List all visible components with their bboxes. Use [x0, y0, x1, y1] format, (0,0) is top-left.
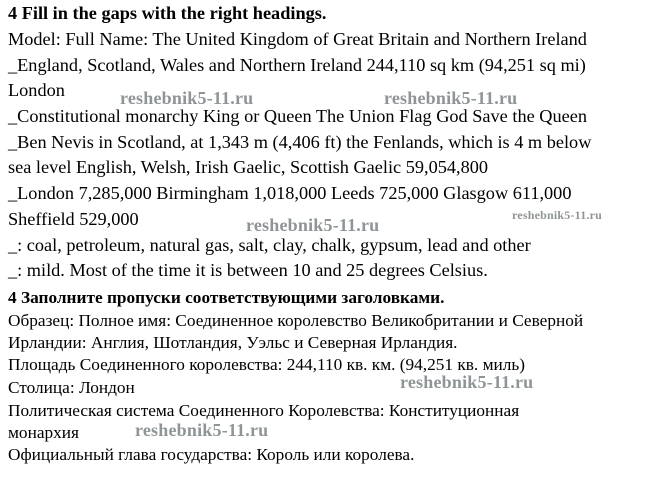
text-line: Sheffield 529,000 — [8, 209, 139, 229]
text-line: sea level English, Welsh, Irish Gaelic, Scottish Gaelic 59,054,800 — [8, 157, 489, 177]
text-line: London — [8, 80, 65, 100]
text-line: _London 7,285,000 Birmingham 1,018,000 Leeds 725,000 Glasgow 611,000 — [8, 183, 572, 203]
text-line: _: mild. Most of the time it is between 10 and 25 degrees Celsius. — [8, 260, 488, 280]
russian-heading: 4 Заполните пропуски соответствующими заголовками. — [8, 288, 445, 307]
text-line: Ирландии: Англия, Шотландия, Уэльс и Северная Ирландия. — [8, 333, 458, 352]
watermark-text: reshebnik5-11.ru — [512, 208, 602, 222]
text-line: _England, Scotland, Wales and Northern Ireland 244,110 sq km (94,251 sq mi) — [8, 55, 586, 75]
text-line: Политическая система Соединенного Королевства: Конституционная — [8, 401, 520, 420]
text-line: Официальный глава государства: Король или королева. — [8, 445, 415, 464]
watermark-text: reshebnik5-11.ru — [135, 420, 269, 440]
text-line: _Constitutional monarchy King or Queen The Union Flag God Save the Queen — [8, 106, 587, 126]
text-line: Столица: Лондон — [8, 378, 135, 397]
text-line: _: coal, petroleum, natural gas, salt, clay, chalk, gypsum, lead and other — [8, 235, 531, 255]
text-line: монархия — [8, 423, 79, 442]
watermark-text: reshebnik5-11.ru — [384, 88, 518, 108]
text-line: _Ben Nevis in Scotland, at 1,343 m (4,406 ft) the Fenlands, which is 4 m below — [8, 132, 592, 152]
watermark-text: reshebnik5-11.ru — [246, 215, 380, 235]
watermark-text: reshebnik5-11.ru — [120, 88, 254, 108]
text-line: Площадь Соединенного королевства: 244,110 кв. км. (94,251 кв. миль) — [8, 355, 526, 374]
text-line: Model: Full Name: The United Kingdom of Great Britain and Northern Ireland — [8, 29, 587, 49]
text-line: Образец: Полное имя: Соединенное королевство Великобритании и Северной — [8, 311, 584, 330]
english-heading: 4 Fill in the gaps with the right headings. — [8, 3, 327, 23]
watermark-text: reshebnik5-11.ru — [400, 372, 534, 392]
